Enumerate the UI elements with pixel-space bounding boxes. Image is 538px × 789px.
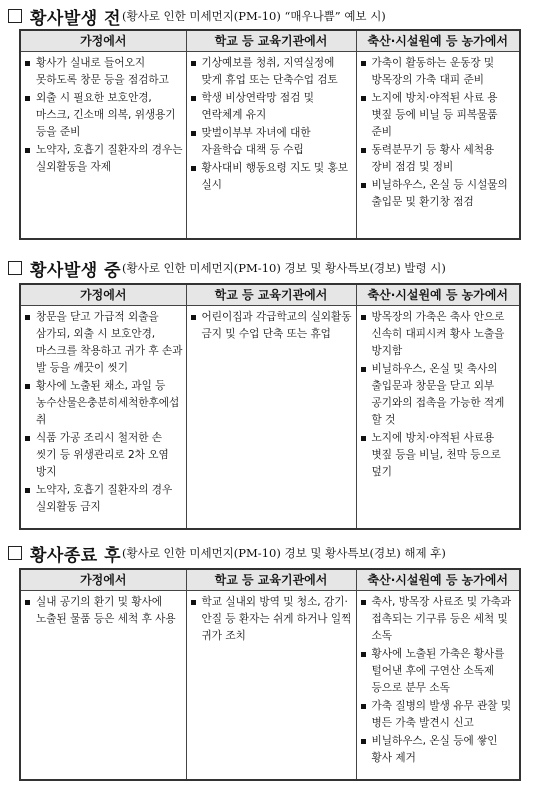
list-item: 식품 가공 조리시 철저한 손 씻기 등 위생관리로 2차 오염 방지 (24, 430, 183, 481)
column-header-school: 학교 등 교육기관에서 (186, 569, 356, 590)
list-item: 황사가 실내로 들어오지 못하도록 창문 등을 점검하고 (24, 55, 183, 89)
section-during-heading (8, 257, 446, 279)
list-item: 비닐하우스, 온실 및 축사의 출입문과 창문을 닫고 외부 공기와의 접촉을 가능한 적게 할 것 (360, 361, 517, 429)
list-item: 외출 시 필요한 보호안경, 마스크, 긴소매 의복, 위생용기 등을 준비 (24, 90, 183, 141)
cell-home (20, 590, 186, 780)
checkbox-icon (8, 546, 22, 560)
list-item: 가축이 활동하는 운동장 및 방목장의 가축 대피 준비 (360, 55, 517, 89)
section-after-title: 황사종료 후 (30, 545, 122, 566)
cell-farm (356, 590, 520, 780)
list-item: 방목장의 가축은 축사 안으로 신속히 대피시켜 황사 노출을 방지함 (360, 309, 517, 360)
section-before-heading (8, 5, 386, 27)
list-item: 황사대비 행동요령 지도 및 홍보 실시 (190, 160, 353, 194)
column-header-school: 학교 등 교육기관에서 (186, 30, 356, 51)
section-before-title: 황사발생 전 (30, 8, 122, 29)
list-item: 어린이집과 각급학교의 실외활동 금지 및 수업 단축 또는 휴업 (190, 309, 353, 343)
list-item: 노약자, 호흡기 질환자의 경우는 실외활동을 자제 (24, 142, 183, 176)
column-header-farm: 축산·시설원예 등 농가에서 (356, 284, 520, 305)
checkbox-icon (8, 9, 22, 23)
list-item: 기상예보를 청취, 지역실정에 맞게 휴업 또는 단축수업 검토 (190, 55, 353, 89)
cell-home (20, 305, 186, 529)
cell-school (186, 51, 356, 239)
list-item: 학생 비상연락망 점검 및 연락체계 유지 (190, 90, 353, 124)
list-item: 비닐하우스, 온실 등에 쌓인 황사 제거 (360, 733, 517, 767)
section-during-table (19, 283, 521, 530)
section-during-subtitle: (황사로 인한 미세먼지(PM-10) 경보 및 황사특보(경보) 발령 시) (122, 261, 446, 275)
cell-home (20, 51, 186, 239)
section-during-title: 황사발생 중 (30, 260, 122, 281)
cell-school (186, 590, 356, 780)
list-item: 가축 질병의 발생 유무 관찰 및 병든 가축 발견시 신고 (360, 698, 517, 732)
list-item: 창문을 닫고 가급적 외출을 삼가되, 외출 시 보호안경, 마스크를 착용하고 귀가 후 손과 발 등을 깨끗이 씻기 (24, 309, 183, 377)
column-header-school: 학교 등 교육기관에서 (186, 284, 356, 305)
list-item: 황사에 노출된 가축은 황사를 털어낸 후에 구연산 소독제 등으로 분무 소독 (360, 646, 517, 697)
cell-farm (356, 305, 520, 529)
list-item: 맞벌이부부 자녀에 대한 자율학습 대책 등 수립 (190, 125, 353, 159)
list-item: 학교 실내외 방역 및 청소, 감기·안질 등 환자는 쉬게 하거나 일찍 귀가 조치 (190, 594, 353, 645)
list-item: 동력분무기 등 황사 세척용 장비 점검 및 정비 (360, 142, 517, 176)
section-before-table (19, 29, 521, 240)
list-item: 축사, 방목장 사료조 및 가축과 접촉되는 기구류 등은 세척 및 소독 (360, 594, 517, 645)
section-before-subtitle: (황사로 인한 미세먼지(PM-10) “매우나쁨” 예보 시) (122, 9, 386, 23)
column-header-farm: 축산·시설원예 등 농가에서 (356, 569, 520, 590)
list-item: 노지에 방치·야적된 사료용 볏짚 등을 비닐, 천막 등으로 덮기 (360, 430, 517, 481)
list-item: 노지에 방치·야적된 사료 용 볏짚 등에 비닐 등 피복물품 준비 (360, 90, 517, 141)
list-item: 황사에 노출된 채소, 과일 등 농수산물은충분히세척한후에섭취 (24, 378, 183, 429)
cell-school (186, 305, 356, 529)
section-after-subtitle: (황사로 인한 미세먼지(PM-10) 경보 및 황사특보(경보) 해제 후) (122, 546, 446, 560)
column-header-home: 가정에서 (20, 30, 186, 51)
column-header-home: 가정에서 (20, 569, 186, 590)
column-header-home: 가정에서 (20, 284, 186, 305)
column-header-farm: 축산·시설원예 등 농가에서 (356, 30, 520, 51)
list-item: 실내 공기의 환기 및 황사에 노출된 물품 등은 세척 후 사용 (24, 594, 183, 628)
checkbox-icon (8, 261, 22, 275)
list-item: 비닐하우스, 온실 등 시설물의 출입문 및 환기창 점검 (360, 177, 517, 211)
section-after-heading (8, 542, 446, 564)
list-item: 노약자, 호흡기 질환자의 경우 실외활동 금지 (24, 482, 183, 516)
cell-farm (356, 51, 520, 239)
section-after-table (19, 568, 521, 781)
